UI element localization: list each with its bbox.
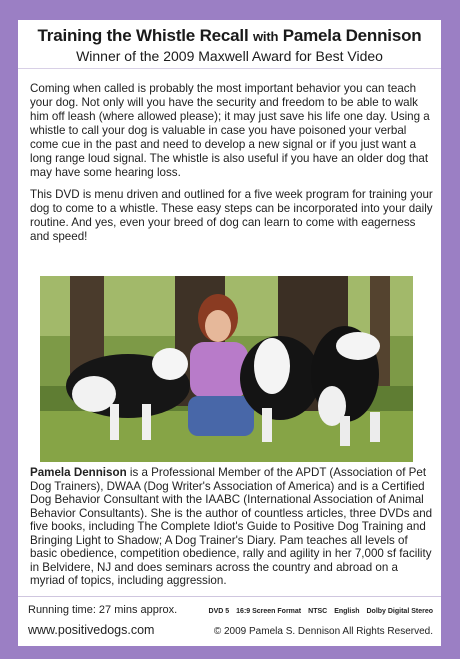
title-main: Training the Whistle Recall bbox=[37, 26, 249, 45]
spec-screen-format: 16:9 Screen Format bbox=[236, 608, 302, 615]
dogs-photo-illustration bbox=[40, 276, 413, 462]
website-link[interactable]: www.positivedogs.com bbox=[28, 623, 155, 637]
spec-audio: Dolby Digital Stereo bbox=[366, 608, 433, 615]
copyright-notice: © 2009 Pamela S. Dennison All Rights Reserved. bbox=[213, 626, 433, 637]
title-with: with bbox=[253, 29, 279, 44]
description bbox=[30, 82, 434, 252]
footer-credits-row bbox=[28, 623, 433, 637]
footer-divider bbox=[18, 596, 441, 597]
header bbox=[18, 20, 441, 69]
description-paragraph: Coming when called is probably the most important behavior you can teach your dog. Not only will you have the security and freedom to be able to walk him off leash (where allowed please); it may just save his life one day. Using a whistle to call your dog is valuable in case you have poisoned your verbal come cue in the past and need to develop a new signal or if you just want a long range loud signal. The whistle is also useful if you have an older dog that may have some hearing loss. bbox=[30, 82, 430, 179]
title-author: Pamela Dennison bbox=[282, 26, 422, 45]
description-paragraph: This DVD is menu driven and outlined for a five week program for training your dog to come to a whistle. These easy steps can be incorporated into your daily routine. And yes, even your breed of dog can learn to come with eagerness and speed! bbox=[30, 188, 433, 243]
author-bio bbox=[30, 466, 434, 588]
bio-text: is a Professional Member of the APDT (Association of Pet Dog Trainers), DWAA (Dog Writer's Association of America) and is a Certified Dog Behavior Consultant with the IAABC (International Association of Animal Behavior Consultants). She is the author of countless articles, three DVDs and five books, including The Complete Idiot's Guide to Positive Dog Training and Bringing Light to Shadow; A Dog Trainer's Diary. Pam teaches all levels of basic obedience, competition obedience, rally and agility in her 7,000 sf facility in Belvidere, NJ and does seminars across the country and abroad on a myriad of topics, including aggression. bbox=[30, 466, 433, 587]
dvd-specs bbox=[209, 608, 433, 615]
page-title bbox=[18, 26, 441, 46]
cover-photo bbox=[40, 276, 413, 462]
spec-language: English bbox=[334, 608, 360, 615]
award-subtitle: Winner of the 2009 Maxwell Award for Best Video bbox=[76, 48, 383, 64]
bio-name: Pamela Dennison bbox=[30, 466, 127, 479]
running-time: Running time: 27 mins approx. bbox=[28, 604, 178, 616]
footer-info-row bbox=[28, 604, 433, 616]
cover-panel bbox=[18, 20, 441, 646]
spec-video-standard: NTSC bbox=[308, 608, 328, 615]
spec-disc: DVD 5 bbox=[208, 608, 230, 615]
